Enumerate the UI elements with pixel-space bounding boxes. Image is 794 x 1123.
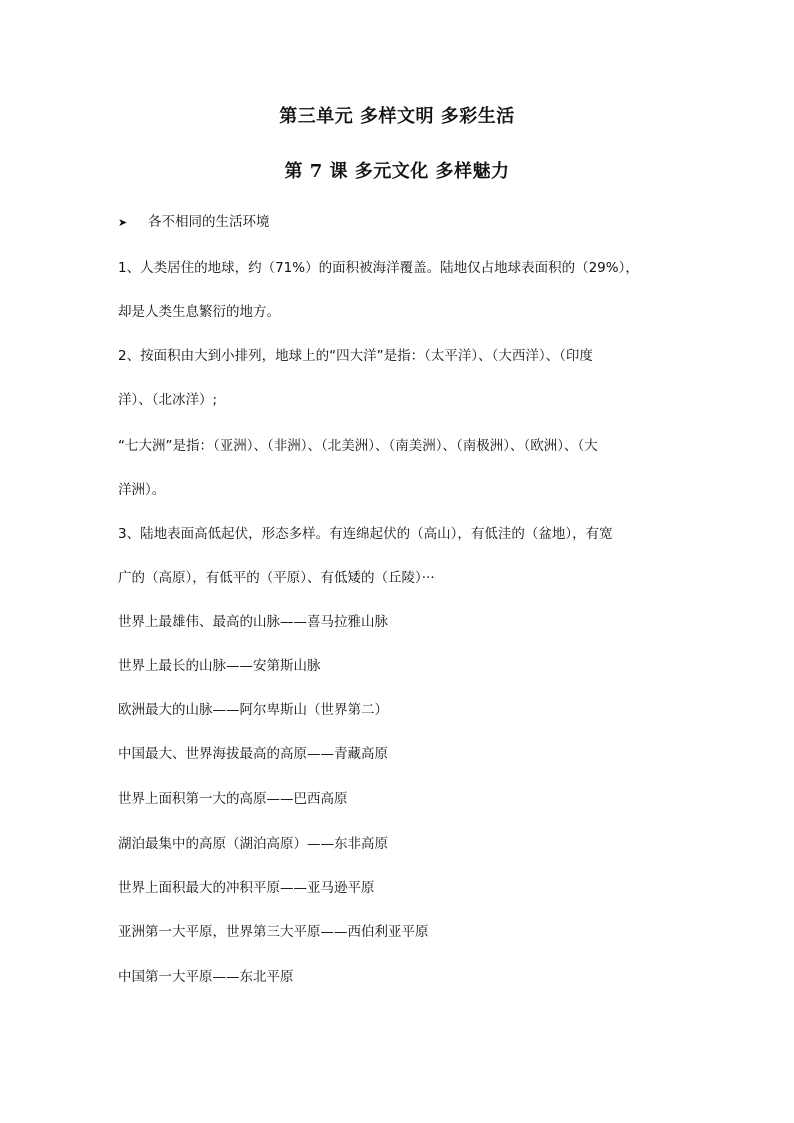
- list-item: 世界上面积第一大的高原——巴西高原: [118, 791, 348, 807]
- list-item: 欧洲最大的山脉——阿尔卑斯山（世界第二）: [118, 702, 388, 718]
- lesson-title: 第 7 课 多元文化 多样魅力: [284, 161, 510, 182]
- list-item: 世界上面积最大的冲积平原——亚马逊平原: [118, 880, 375, 896]
- unit-title: 第三单元 多样文明 多彩生活: [279, 106, 515, 127]
- arrow-bullet-icon: ➤: [118, 216, 128, 229]
- paragraph-line: 1、人类居住的地球，约（71%）的面积被海洋覆盖。陆地仅占地球表面积的（29%），: [118, 260, 639, 276]
- paragraph-line: 洋）、（北冰洋）;: [118, 392, 218, 408]
- list-item: 中国最大、世界海拔最高的高原——青藏高原: [118, 746, 388, 762]
- section-heading: 各不相同的生活环境: [148, 214, 270, 230]
- paragraph-line: “七大洲”是指：（亚洲）、（非洲）、（北美洲）、（南美洲）、（南极洲）、（欧洲）、（大: [118, 438, 598, 454]
- list-item: 中国第一大平原——东北平原: [118, 969, 294, 985]
- section-heading-row: [118, 212, 678, 233]
- paragraph-line: 2、按面积由大到小排列，地球上的“四大洋”是指：（太平洋）、（大西洋）、（印度: [118, 348, 593, 364]
- paragraph-line: 广的（高原），有低平的（平原）、有低矮的（丘陵）···: [118, 570, 435, 586]
- paragraph-line: 3、陆地表面高低起伏，形态多样。有连绵起伏的（高山），有低洼的（盆地），有宽: [118, 526, 613, 542]
- list-item: 湖泊最集中的高原（湖泊高原）——东非高原: [118, 836, 388, 852]
- list-item: 亚洲第一大平原，世界第三大平原——西伯利亚平原: [118, 924, 429, 940]
- paragraph-line: 却是人类生息繁衍的地方。: [118, 304, 280, 320]
- list-item: 世界上最雄伟、最高的山脉——喜马拉雅山脉: [118, 614, 388, 630]
- list-item: 世界上最长的山脉——安第斯山脉: [118, 658, 321, 674]
- paragraph-line: 洋洲）。: [118, 482, 166, 498]
